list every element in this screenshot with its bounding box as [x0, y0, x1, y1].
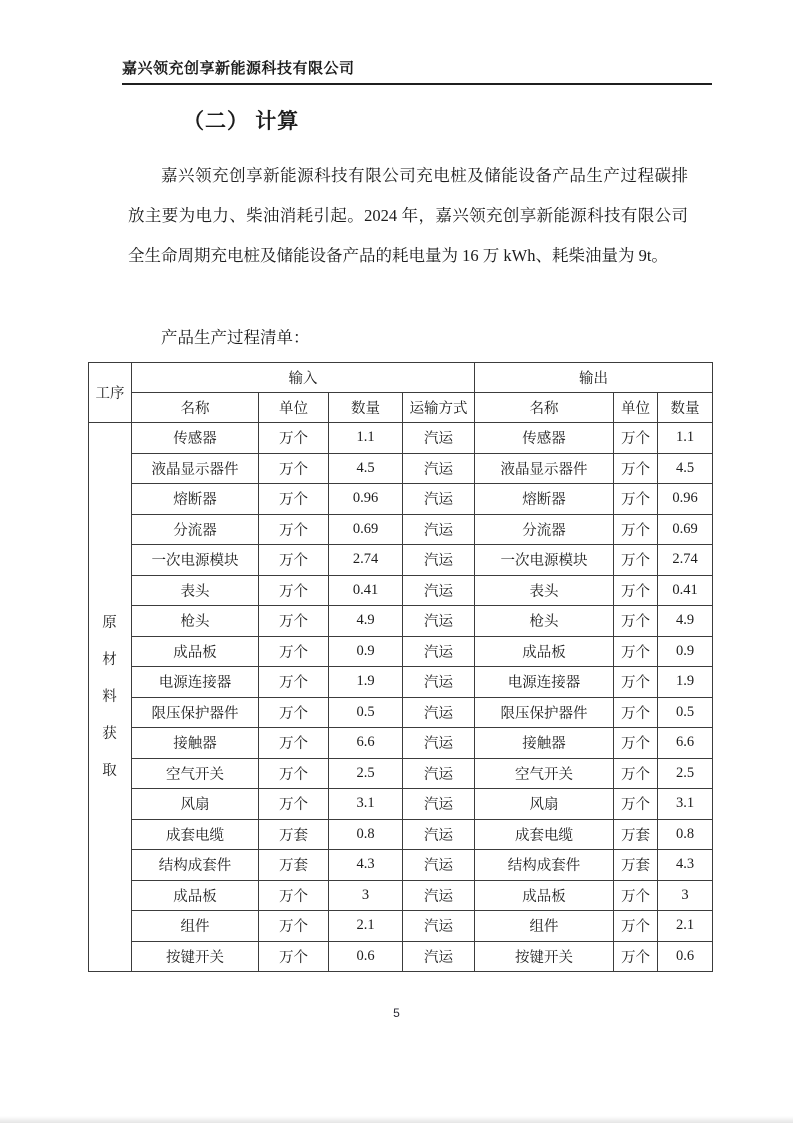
table-cell: 0.8 [658, 819, 713, 850]
table-cell: 0.69 [658, 514, 713, 545]
column-header-input-unit: 单位 [259, 393, 329, 423]
table-cell: 0.41 [329, 575, 403, 606]
table-cell: 成套电缆 [475, 819, 614, 850]
table-cell: 万个 [259, 545, 329, 576]
table-cell: 6.6 [658, 728, 713, 759]
table-row [89, 911, 713, 942]
table-row [89, 728, 713, 759]
table-cell: 汽运 [403, 423, 475, 454]
table-cell: 0.96 [329, 484, 403, 515]
table-cell: 万个 [614, 575, 658, 606]
table-cell: 万个 [614, 941, 658, 972]
table-cell: 0.69 [329, 514, 403, 545]
table-cell: 汽运 [403, 819, 475, 850]
table-cell: 万个 [614, 911, 658, 942]
column-header-output-name: 名称 [475, 393, 614, 423]
table-cell: 组件 [132, 911, 259, 942]
table-row [89, 453, 713, 484]
table-cell: 按键开关 [132, 941, 259, 972]
table-cell: 2.74 [658, 545, 713, 576]
table-cell: 6.6 [329, 728, 403, 759]
table-header [89, 363, 713, 423]
table-cell: 汽运 [403, 484, 475, 515]
table-cell: 3.1 [329, 789, 403, 820]
table-cell: 4.5 [329, 453, 403, 484]
table-cell: 4.9 [658, 606, 713, 637]
table-cell: 结构成套件 [475, 850, 614, 881]
table-cell: 成品板 [475, 880, 614, 911]
table-cell: 0.5 [329, 697, 403, 728]
table-cell: 成品板 [475, 636, 614, 667]
table-header-row-fields [89, 393, 713, 423]
table-cell: 0.6 [329, 941, 403, 972]
table-cell: 2.74 [329, 545, 403, 576]
table-cell: 万个 [614, 606, 658, 637]
table-row [89, 423, 713, 454]
table-cell: 4.5 [658, 453, 713, 484]
table-row [89, 880, 713, 911]
table-cell: 风扇 [132, 789, 259, 820]
table-cell: 0.6 [658, 941, 713, 972]
table-cell: 万个 [614, 789, 658, 820]
table-cell: 分流器 [132, 514, 259, 545]
table-cell: 万个 [614, 758, 658, 789]
table-cell: 汽运 [403, 941, 475, 972]
table-cell: 万个 [259, 758, 329, 789]
table-cell: 万个 [259, 728, 329, 759]
table-cell: 万个 [259, 697, 329, 728]
table-cell: 接触器 [475, 728, 614, 759]
table-cell: 万个 [614, 545, 658, 576]
table-cell: 万个 [614, 697, 658, 728]
table-cell: 限压保护器件 [132, 697, 259, 728]
table-row [89, 850, 713, 881]
table-cell: 限压保护器件 [475, 697, 614, 728]
table-row [89, 606, 713, 637]
table-cell: 3 [329, 880, 403, 911]
table-cell: 汽运 [403, 728, 475, 759]
table-cell: 枪头 [475, 606, 614, 637]
table-cell: 万个 [259, 941, 329, 972]
table-cell: 万个 [259, 789, 329, 820]
table-cell: 熔断器 [132, 484, 259, 515]
section-title: （二） 计算 [183, 109, 300, 133]
table-row [89, 819, 713, 850]
table-cell: 一次电源模块 [475, 545, 614, 576]
process-stage-cell: 原材料获取 [89, 423, 132, 972]
table-cell: 万个 [614, 484, 658, 515]
column-group-input: 输入 [132, 363, 475, 393]
table-cell: 万个 [259, 484, 329, 515]
table-cell: 1.9 [658, 667, 713, 698]
table-cell: 接触器 [132, 728, 259, 759]
table-cell: 液晶显示器件 [132, 453, 259, 484]
table-cell: 万个 [614, 453, 658, 484]
table-caption: 产品生产过程清单： [161, 328, 310, 347]
table-cell: 汽运 [403, 758, 475, 789]
table-row [89, 484, 713, 515]
table-cell: 汽运 [403, 606, 475, 637]
table-cell: 熔断器 [475, 484, 614, 515]
table-cell: 2.5 [658, 758, 713, 789]
table-cell: 分流器 [475, 514, 614, 545]
table-cell: 液晶显示器件 [475, 453, 614, 484]
table-cell: 电源连接器 [475, 667, 614, 698]
table-cell: 汽运 [403, 880, 475, 911]
table-row [89, 758, 713, 789]
table-cell: 万套 [259, 819, 329, 850]
table-cell: 一次电源模块 [132, 545, 259, 576]
company-name: 嘉兴领充创享新能源科技有限公司 [122, 61, 355, 77]
page-number: 5 [393, 1006, 400, 1020]
table-cell: 万个 [614, 423, 658, 454]
table-cell: 汽运 [403, 545, 475, 576]
table-cell: 汽运 [403, 911, 475, 942]
table-cell: 万个 [259, 423, 329, 454]
table-cell: 1.1 [658, 423, 713, 454]
table-cell: 表头 [132, 575, 259, 606]
table-cell: 4.3 [658, 850, 713, 881]
column-header-input-qty: 数量 [329, 393, 403, 423]
table-row [89, 575, 713, 606]
table-cell: 万个 [259, 911, 329, 942]
column-header-transport: 运输方式 [403, 393, 475, 423]
table-cell: 汽运 [403, 667, 475, 698]
table-cell: 0.8 [329, 819, 403, 850]
table-cell: 2.5 [329, 758, 403, 789]
table-cell: 汽运 [403, 575, 475, 606]
table-row [89, 667, 713, 698]
column-header-output-unit: 单位 [614, 393, 658, 423]
table-cell: 万个 [259, 880, 329, 911]
table-cell: 汽运 [403, 789, 475, 820]
table-cell: 空气开关 [475, 758, 614, 789]
table-cell: 万个 [614, 667, 658, 698]
table-cell: 2.1 [329, 911, 403, 942]
table-cell: 0.96 [658, 484, 713, 515]
table-cell: 万个 [259, 606, 329, 637]
table-row [89, 941, 713, 972]
table-cell: 万个 [614, 728, 658, 759]
page-header [122, 57, 712, 85]
table-row [89, 514, 713, 545]
table-cell: 电源连接器 [132, 667, 259, 698]
table-row [89, 697, 713, 728]
table-cell: 万套 [614, 819, 658, 850]
production-process-table [88, 362, 713, 972]
table-cell: 万个 [259, 667, 329, 698]
table-cell: 组件 [475, 911, 614, 942]
table-cell: 0.9 [329, 636, 403, 667]
column-group-output: 输出 [475, 363, 713, 393]
table-cell: 2.1 [658, 911, 713, 942]
table-cell: 0.9 [658, 636, 713, 667]
table-cell: 结构成套件 [132, 850, 259, 881]
body-paragraph: 嘉兴领充创享新能源科技有限公司充电桩及储能设备产品生产过程碳排放主要为电力、柴油消耗引起。2024 年，嘉兴领充创享新能源科技有限公司全生命周期充电桩及储能设备产品的耗电量为 16 万 kWh、耗柴油量为 9t。 [128, 166, 688, 265]
table-cell: 1.1 [329, 423, 403, 454]
table-cell: 万个 [614, 880, 658, 911]
column-header-process: 工序 [89, 363, 132, 423]
table-cell: 万个 [259, 514, 329, 545]
table-cell: 万个 [259, 636, 329, 667]
table-cell: 汽运 [403, 636, 475, 667]
table-cell: 万个 [259, 575, 329, 606]
table-cell: 4.9 [329, 606, 403, 637]
table-row [89, 789, 713, 820]
table-cell: 3 [658, 880, 713, 911]
table-cell: 成套电缆 [132, 819, 259, 850]
table-cell: 0.41 [658, 575, 713, 606]
table-cell: 风扇 [475, 789, 614, 820]
table-cell: 汽运 [403, 697, 475, 728]
table-cell: 汽运 [403, 453, 475, 484]
table-cell: 枪头 [132, 606, 259, 637]
table-cell: 按键开关 [475, 941, 614, 972]
table-cell: 万个 [614, 636, 658, 667]
table-cell: 传感器 [132, 423, 259, 454]
table-cell: 0.5 [658, 697, 713, 728]
table-cell: 汽运 [403, 514, 475, 545]
table-body [89, 423, 713, 972]
table-cell: 传感器 [475, 423, 614, 454]
table-cell: 汽运 [403, 850, 475, 881]
table-header-row-groups [89, 363, 713, 393]
table-cell: 1.9 [329, 667, 403, 698]
table-cell: 成品板 [132, 636, 259, 667]
column-header-output-qty: 数量 [658, 393, 713, 423]
table-cell: 万个 [259, 453, 329, 484]
table-row [89, 545, 713, 576]
table-cell: 空气开关 [132, 758, 259, 789]
table-cell: 万套 [259, 850, 329, 881]
table-cell: 万套 [614, 850, 658, 881]
table-cell: 4.3 [329, 850, 403, 881]
table-row [89, 636, 713, 667]
table-cell: 表头 [475, 575, 614, 606]
table-cell: 3.1 [658, 789, 713, 820]
table-cell: 万个 [614, 514, 658, 545]
column-header-input-name: 名称 [132, 393, 259, 423]
table-cell: 成品板 [132, 880, 259, 911]
